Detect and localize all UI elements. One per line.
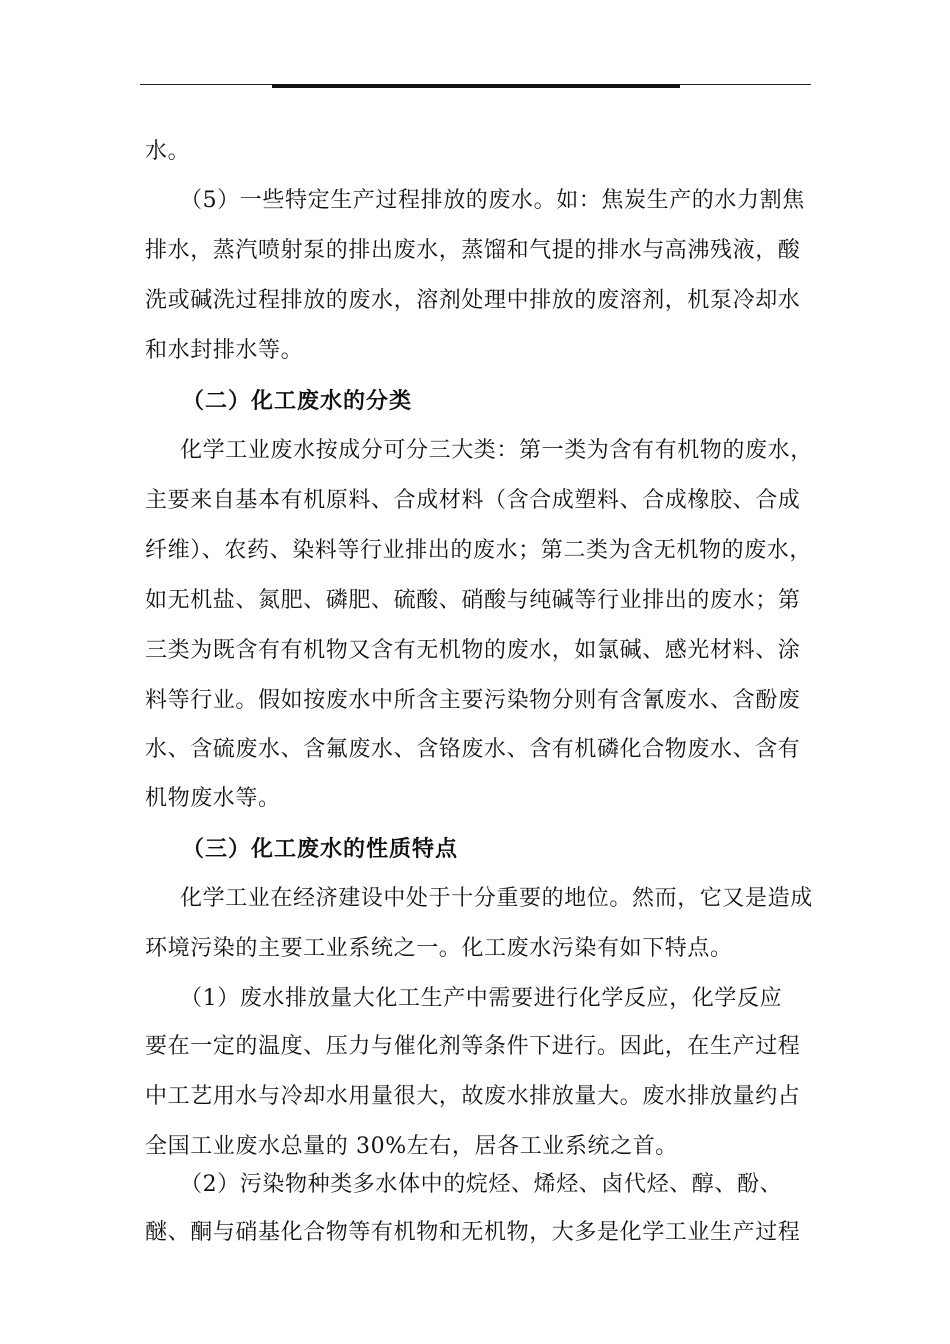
text-line: 料等行业。假如按废水中所含主要污染物分则有含氰废水、含酚废 <box>145 688 801 713</box>
section-heading: （二）化工废水的分类 <box>182 388 413 414</box>
text-line: （5）一些特定生产过程排放的废水。如：焦炭生产的水力割焦 <box>180 188 805 213</box>
text-line: 中工艺用水与冷却水用量很大，故废水排放量大。废水排放量约占 <box>145 1084 801 1109</box>
text-line: 水、含硫废水、含氟废水、含铬废水、含有机磷化合物废水、含有 <box>145 737 801 762</box>
text-line: 机物废水等。 <box>145 786 281 811</box>
text-line: 全国工业废水总量的 30%左右，居各工业系统之首。 <box>145 1134 678 1159</box>
text-line: 环境污染的主要工业系统之一。化工废水污染有如下特点。 <box>145 936 733 961</box>
text-line: 如无机盐、氮肥、磷肥、硫酸、硝酸与纯碱等行业排出的废水；第 <box>145 588 801 613</box>
header-rule-thick <box>272 84 680 88</box>
text-line: 排水，蒸汽喷射泵的排出废水，蒸馏和气提的排水与高沸残液，酸 <box>145 238 801 263</box>
text-line: 化学工业在经济建设中处于十分重要的地位。然而，它又是造成 <box>180 886 813 911</box>
text-line: （1）废水排放量大化工生产中需要进行化学反应，化学反应 <box>180 986 783 1011</box>
text-line: （2）污染物种类多水体中的烷烃、烯烃、卤代烃、醇、酚、 <box>180 1172 783 1197</box>
text-line: 三类为既含有有机物又含有无机物的废水，如氯碱、感光材料、涂 <box>145 638 801 663</box>
text-line: 化学工业废水按成分可分三大类：第一类为含有有机物的废水， <box>180 438 813 463</box>
text-line: 醚、酮与硝基化合物等有机物和无机物，大多是化学工业生产过程 <box>145 1220 801 1245</box>
text-line: 要在一定的温度、压力与催化剂等条件下进行。因此，在生产过程 <box>145 1034 801 1059</box>
text-line: 洗或碱洗过程排放的废水，溶剂处理中排放的废溶剂，机泵冷却水 <box>145 288 801 313</box>
text-line: 主要来自基本有机原料、合成材料（含合成塑料、合成橡胶、合成 <box>145 488 801 513</box>
text-line: 纤维）、农药、染料等行业排出的废水；第二类为含无机物的废水， <box>145 538 813 563</box>
text-line: 水。 <box>145 139 191 164</box>
text-line: 和水封排水等。 <box>145 338 304 363</box>
section-heading: （三）化工废水的性质特点 <box>182 836 459 862</box>
